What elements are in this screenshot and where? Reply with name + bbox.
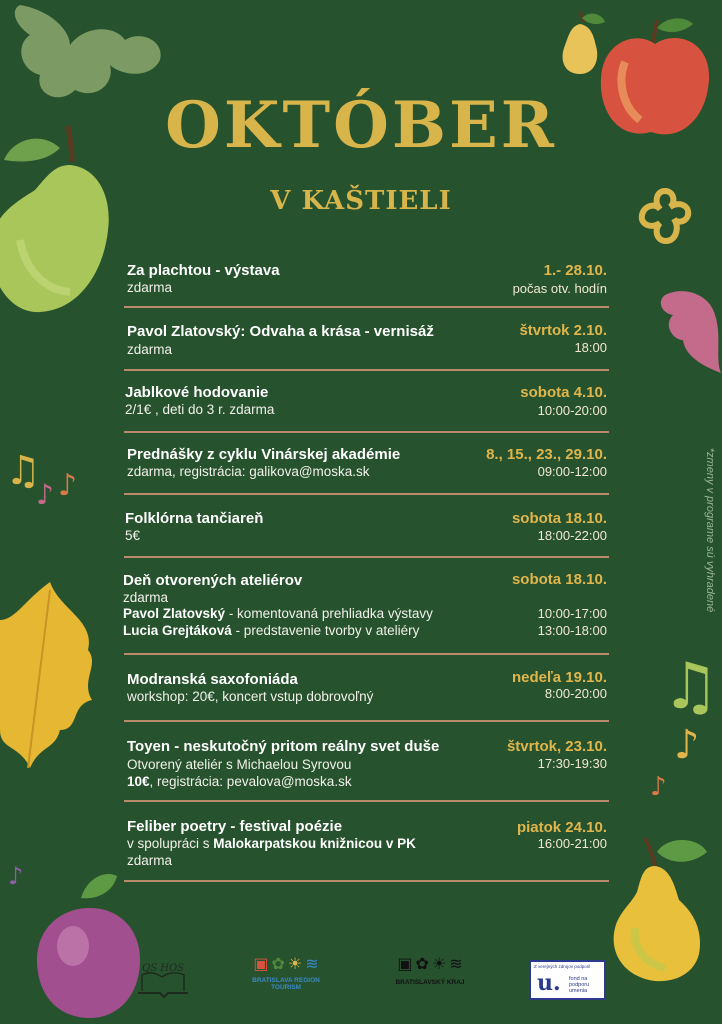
event-detail: zdarma xyxy=(127,342,173,357)
registration-info: , registrácia: pevalova@moska.sk xyxy=(149,774,352,789)
side-note xyxy=(700,420,720,640)
music-note-icon: ♪ xyxy=(674,722,700,768)
event-title: Feliber poetry - festival poézie xyxy=(127,818,343,835)
artist-name: Pavol Zlatovský xyxy=(123,606,226,621)
divider xyxy=(124,880,609,882)
event-title: Jablkové hodovanie xyxy=(125,384,269,401)
logo-caption: TOURISM xyxy=(271,984,301,991)
divider xyxy=(124,720,609,722)
divider xyxy=(124,800,609,802)
event-time: 17:30-19:30 xyxy=(537,756,607,771)
event-title: Toyen - neskutočný pritom reálny svet duše xyxy=(127,738,440,755)
event-title: Deň otvorených ateliérov xyxy=(123,572,303,589)
divider xyxy=(124,493,609,495)
event-date: nedeľa 19.10. xyxy=(511,669,607,686)
wave-icon: ≋ xyxy=(305,954,319,973)
event-date: štvrtok 2.10. xyxy=(519,322,607,339)
event-detail: zdarma, registrácia: galikova@moska.sk xyxy=(127,464,370,479)
event-detail xyxy=(123,622,419,639)
music-note-icon: ♪ xyxy=(58,468,78,503)
logo-caption: BRATISLAVSKÝ KRAJ xyxy=(395,979,465,986)
logo-caption: fond na podporu umenia xyxy=(569,976,590,994)
bratislava-region-tourism-logo xyxy=(243,955,329,1000)
event-description: - komentovaná prehliadka výstavy xyxy=(225,606,433,621)
grape-icon: ✿ xyxy=(271,954,285,973)
event-date: sobota 18.10. xyxy=(511,571,607,588)
divider xyxy=(124,431,609,433)
event-time: 09:00-12:00 xyxy=(537,464,607,479)
event-time: 13:00-18:00 xyxy=(537,623,607,638)
event-date: sobota 4.10. xyxy=(520,384,607,401)
event-description: - predstavenie tvorby v ateliéry xyxy=(231,623,420,638)
event-time: 18:00-22:00 xyxy=(537,528,607,543)
event-date: piatok 24.10. xyxy=(516,819,607,836)
logo-caption: BRATISLAVA REGION xyxy=(252,977,320,984)
artist-name: Lucia Grejtáková xyxy=(123,623,232,638)
event-title: Za plachtou - výstava xyxy=(127,262,280,279)
grape-icon: ✿ xyxy=(415,954,429,973)
sun-icon: ☀ xyxy=(431,954,447,973)
music-note-icon: ♫ xyxy=(662,650,720,724)
music-note-icon: ♪ xyxy=(36,478,54,511)
pear-illustration-right xyxy=(605,832,717,984)
event-title: Prednášky z cyklu Vinárskej akadémie xyxy=(127,446,401,463)
event-date: sobota 18.10. xyxy=(511,510,607,527)
event-time: 10:00-20:00 xyxy=(537,403,607,418)
fpu-mark: u. xyxy=(537,970,561,996)
event-date: 8., 15., 23., 29.10. xyxy=(486,446,607,463)
event-title: Pavol Zlatovský: Odvaha a krása - vernisáž xyxy=(127,323,434,340)
event-title: Modranská saxofoniáda xyxy=(127,671,298,688)
event-detail: zdarma xyxy=(123,590,169,605)
qs-hos-logo xyxy=(134,955,190,1000)
divider xyxy=(124,369,609,371)
poster-subtitle: V KAŠTIELI xyxy=(270,186,452,216)
yellow-leaf-decoration xyxy=(0,580,105,770)
divider xyxy=(124,556,609,558)
divider xyxy=(124,306,609,308)
event-detail: workshop: 20€, koncert vstup dobrovoľný xyxy=(127,689,374,704)
event-detail xyxy=(123,605,433,622)
qs-hos-logo-text: QS HOS xyxy=(142,963,184,974)
pink-leaf-decoration xyxy=(655,285,722,375)
music-note-icon: ♪ xyxy=(650,772,667,802)
event-detail xyxy=(127,835,416,852)
event-detail: zdarma xyxy=(127,280,173,295)
price: 10€ xyxy=(127,774,150,789)
wave-icon: ≋ xyxy=(449,954,463,973)
castle-icon: ▣ xyxy=(253,954,269,973)
event-detail: 5€ xyxy=(125,528,141,543)
side-note-text: *zmeny v programe sú vyhradené xyxy=(704,447,716,613)
event-detail: 2/1€ , deti do 3 r. zdarma xyxy=(125,402,275,417)
poster-title: OKTÓBER xyxy=(165,88,557,163)
event-detail xyxy=(127,773,352,790)
event-time: 10:00-17:00 xyxy=(537,606,607,621)
event-time: počas otv. hodín xyxy=(512,281,607,296)
divider xyxy=(124,653,609,655)
castle-icon: ▣ xyxy=(397,954,413,973)
logo-caption: Z verejných zdrojov podporil xyxy=(534,964,591,969)
partner-name: Malokarpatskou knižnicou v PK xyxy=(213,836,416,851)
plum-illustration xyxy=(35,868,145,1024)
event-time: 18:00 xyxy=(574,340,607,355)
event-detail: zdarma xyxy=(127,853,173,868)
music-note-icon: ♪ xyxy=(8,862,24,890)
event-detail: Otvorený ateliér s Michaelou Syrovou xyxy=(127,757,352,772)
bratislavsky-kraj-logo xyxy=(390,955,470,1000)
event-time: 16:00-21:00 xyxy=(537,836,607,851)
event-time: 8:00-20:00 xyxy=(544,686,607,701)
music-note-icon: ♫ xyxy=(5,448,41,494)
event-title: Folklórna tančiareň xyxy=(125,510,264,527)
event-description: v spolupráci s xyxy=(127,836,214,851)
event-date: štvrtok, 23.10. xyxy=(506,738,607,755)
fpu-logo xyxy=(529,960,606,1000)
event-date: 1.- 28.10. xyxy=(543,262,607,279)
sun-icon: ☀ xyxy=(287,954,303,973)
